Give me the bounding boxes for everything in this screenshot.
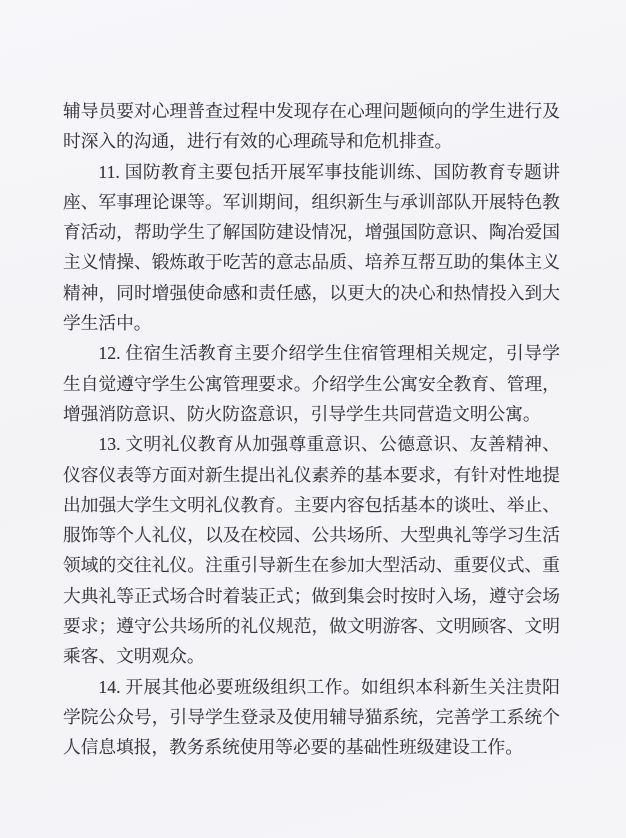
paragraph-item-11-national-defense: 11. 国防教育主要包括开展军事技能训练、国防教育专题讲座、军事理论课等。军训期间，组织新生与承训部队开展特色教育活动，帮助学生了解国防建设情况，增强国防意识、陶冶爱国主义情操、锻炼敢于吃苦的意志品质、培养互帮互助的集体主义精神，同时增强使命感和责任感，以更大的决心和热情投入到大学生活中。 — [63, 161, 560, 334]
paragraph-item-12-dormitory-life: 12. 住宿生活教育主要介绍学生住宿管理相关规定，引导学生自觉遵守学生公寓管理要求。介绍学生公寓安全教育、管理，增强消防意识、防火防盗意识，引导学生共同营造文明公寓。 — [63, 343, 560, 424]
paragraph-item-14-class-organization: 14. 开展其他必要班级组织工作。如组织本科新生关注贵阳学院公众号，引导学生登录及使用辅导猫系统，完善学工系统个人信息填报，教务系统使用等必要的基础性班级建设工作。 — [63, 676, 560, 758]
document-text-block — [63, 96, 560, 763]
paragraph-psych-survey-continuation: 辅导员要对心理普查过程中发现存在心理问题倾向的学生进行及时深入的沟通，进行有效的心理疏导和危机排查。 — [63, 101, 560, 152]
paragraph-item-13-etiquette: 13. 文明礼仪教育从加强尊重意识、公德意识、友善精神、仪容仪表等方面对新生提出礼仪素养的基本要求，有针对性地提出加强大学生文明礼仪教育。主要内容包括基本的谈吐、举止、服饰等个人礼仪，以及在校园、公共场所、大型典礼等学习生活领域的交往礼仪。注重引导新生在参加大型活动、重要仪式、重大典礼等正式场合时着装正式；做到集会时按时入场，遵守会场要求；遵守公共场所的礼仪规范，做文明游客、文明顾客、文明乘客、文明观众。 — [63, 434, 560, 667]
